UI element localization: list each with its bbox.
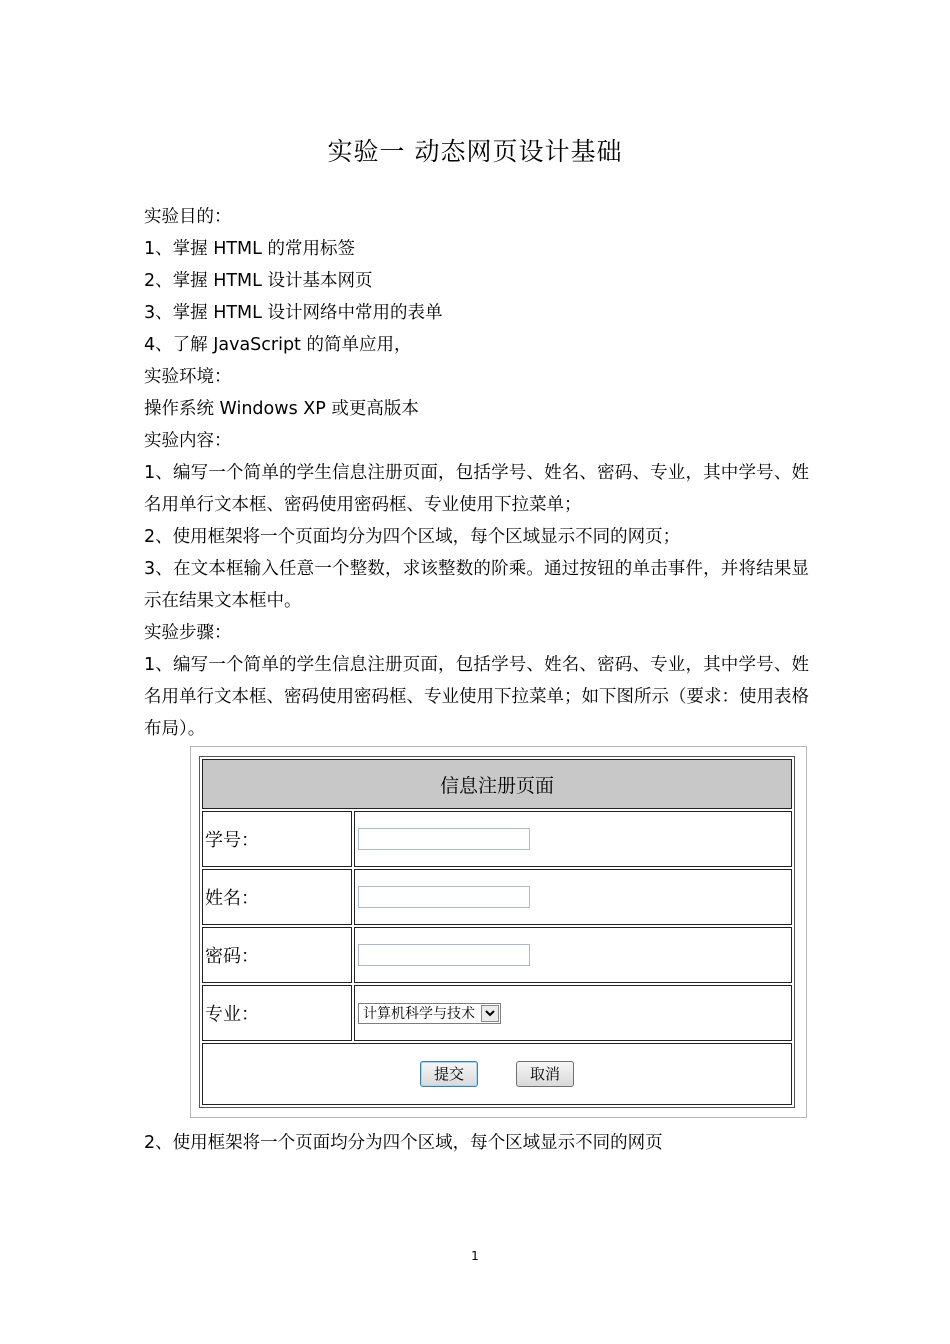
cancel-button[interactable]: 取消 bbox=[516, 1061, 574, 1087]
major-selected-value: 计算机科学与技术 bbox=[363, 1006, 475, 1023]
page-number: 1 bbox=[471, 1249, 479, 1263]
name-cell bbox=[354, 869, 792, 925]
registration-form-figure bbox=[190, 746, 807, 1118]
password-label: 密码： bbox=[202, 927, 352, 983]
name-label: 姓名： bbox=[202, 869, 352, 925]
paragraph: 1、编写一个简单的学生信息注册页面，包括学号、姓名、密码、专业，其中学号、姓名用单行文本框、密码使用密码框、专业使用下拉菜单；如下图所示（要求：使用表格布局）。 bbox=[144, 655, 809, 739]
paragraph: 2、使用框架将一个页面均分为四个区域，每个区域显示不同的网页； bbox=[144, 527, 681, 547]
major-cell bbox=[354, 985, 792, 1041]
submit-button[interactable]: 提交 bbox=[420, 1061, 478, 1087]
paragraph: 4、了解 JavaScript 的简单应用， bbox=[144, 335, 412, 355]
button-row bbox=[202, 1043, 792, 1105]
student-id-input[interactable] bbox=[358, 828, 530, 850]
password-input[interactable] bbox=[358, 944, 530, 966]
major-select[interactable] bbox=[358, 1003, 501, 1024]
form-header: 信息注册页面 bbox=[202, 759, 792, 809]
paragraph: 实验目的： bbox=[144, 207, 232, 227]
chevron-down-icon[interactable] bbox=[481, 1005, 499, 1022]
paragraph: 2、掌握 HTML 设计基本网页 bbox=[144, 271, 373, 291]
paragraph: 实验内容： bbox=[144, 431, 232, 451]
document-title: 实验一 动态网页设计基础 bbox=[327, 137, 623, 166]
registration-table bbox=[199, 756, 795, 1108]
paragraph: 3、在文本框输入任意一个整数，求该整数的阶乘。通过按钮的单击事件，并将结果显示在结果文本框中。 bbox=[144, 559, 809, 611]
student-id-label: 学号： bbox=[202, 811, 352, 867]
paragraph: 操作系统 Windows XP 或更高版本 bbox=[144, 399, 419, 419]
name-input[interactable] bbox=[358, 886, 530, 908]
paragraph: 实验环境： bbox=[144, 367, 232, 387]
document-body bbox=[144, 201, 809, 745]
student-id-cell bbox=[354, 811, 792, 867]
major-label: 专业： bbox=[202, 985, 352, 1041]
password-cell bbox=[354, 927, 792, 983]
paragraph: 2、使用框架将一个页面均分为四个区域，每个区域显示不同的网页 bbox=[144, 1133, 663, 1153]
paragraph: 1、编写一个简单的学生信息注册页面，包括学号、姓名、密码、专业，其中学号、姓名用单行文本框、密码使用密码框、专业使用下拉菜单； bbox=[144, 463, 809, 515]
paragraph: 3、掌握 HTML 设计网络中常用的表单 bbox=[144, 303, 443, 323]
paragraph: 实验步骤： bbox=[144, 623, 232, 643]
paragraph: 1、掌握 HTML 的常用标签 bbox=[144, 239, 355, 259]
